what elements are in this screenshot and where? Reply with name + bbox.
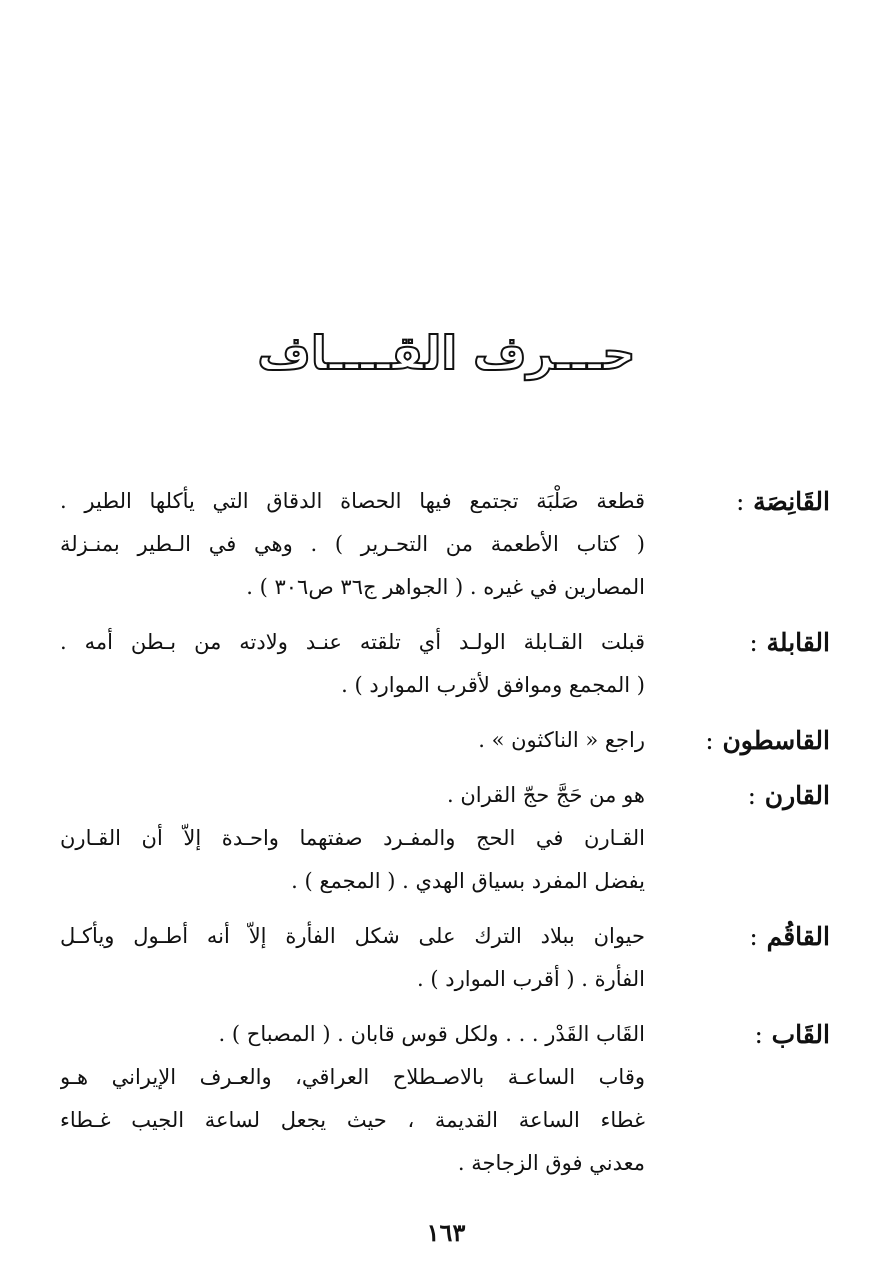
glossary-entry: [60, 1013, 830, 1185]
entry-term-colon: :: [749, 628, 758, 657]
entry-definition: [60, 621, 680, 707]
glossary-entry: [60, 621, 830, 707]
glossary-entry: [60, 774, 830, 903]
definition-line: وقاب الساعـة بالاصـطلاح العراقي، والعـرف الإيراني هـو: [60, 1065, 645, 1089]
entry-term: [680, 719, 830, 762]
entry-term-colon: :: [735, 487, 745, 516]
section-heading-text: حـــرف القــــاف: [257, 326, 636, 380]
definition-line: غطاء الساعة القديمة ، حيث يجعل لساعة الجيب غـطاء: [60, 1108, 645, 1132]
glossary-entry: [60, 480, 830, 609]
entry-definition: [60, 480, 680, 609]
entry-term-colon: :: [705, 726, 714, 755]
definition-line: راجع « الناكثون » .: [478, 728, 645, 752]
entry-definition: [60, 1013, 680, 1185]
entry-term-word: القاسطون: [722, 726, 830, 755]
definition-line: القـارن في الحج والمفـرد صفتهما واحـدة إلاّ أن القـارن: [60, 826, 645, 850]
entry-term-word: القابلة: [766, 628, 830, 657]
entry-term-colon: :: [749, 922, 758, 951]
definition-line: معدني فوق الزجاجة .: [457, 1151, 645, 1175]
entry-term-word: القَاب: [771, 1020, 830, 1049]
page-number: ١٦٣: [426, 1218, 466, 1247]
glossary-entries: [60, 480, 830, 1197]
entry-term-word: القاقُم: [766, 922, 830, 951]
glossary-entry: [60, 915, 830, 1001]
entry-term: [680, 1013, 830, 1185]
definition-line: ( كتاب الأطعمة من التحـرير ) . وهي في الـطير بمنـزلة: [60, 532, 645, 556]
definition-line: قبلت القـابلة الولـد أي تلقته عنـد ولادته من بـطن أمه .: [60, 630, 645, 654]
definition-line: الفأرة . ( أقرب الموارد ) .: [417, 967, 645, 991]
entry-term: [680, 774, 830, 903]
entry-term: [680, 915, 830, 1001]
entry-definition: [60, 915, 680, 1001]
definition-line: القَاب القَدْر . . . ولكل قوس قابان . ( المصباح ) .: [218, 1022, 645, 1046]
section-heading: [250, 318, 643, 388]
glossary-entry: [60, 719, 830, 762]
entry-term-colon: :: [754, 1020, 763, 1049]
definition-line: هو من حَجَّ حجّ القران .: [447, 783, 645, 807]
definition-line: حيوان ببلاد الترك على شكل الفأرة إلاّ أنه أطـول ويأكـل: [60, 924, 645, 948]
entry-term: [680, 480, 830, 609]
definition-line: ( المجمع وموافق لأقرب الموارد ) .: [341, 673, 645, 697]
entry-definition: [60, 719, 680, 762]
definition-line: يفضل المفرد بسياق الهدي . ( المجمع ) .: [291, 869, 645, 893]
entry-term-colon: :: [747, 781, 757, 810]
definition-line: قطعة صَلْبَة تجتمع فيها الحصاة الدقاق التي يأكلها الطير .: [60, 489, 645, 513]
entry-term-word: القارن: [764, 781, 830, 810]
definition-line: المصارين في غيره . ( الجواهر ج٣٦ ص٣٠٦ ) .: [246, 575, 645, 599]
entry-term: [680, 621, 830, 707]
entry-definition: [60, 774, 680, 903]
entry-term-word: القَانِصَة: [753, 487, 830, 516]
